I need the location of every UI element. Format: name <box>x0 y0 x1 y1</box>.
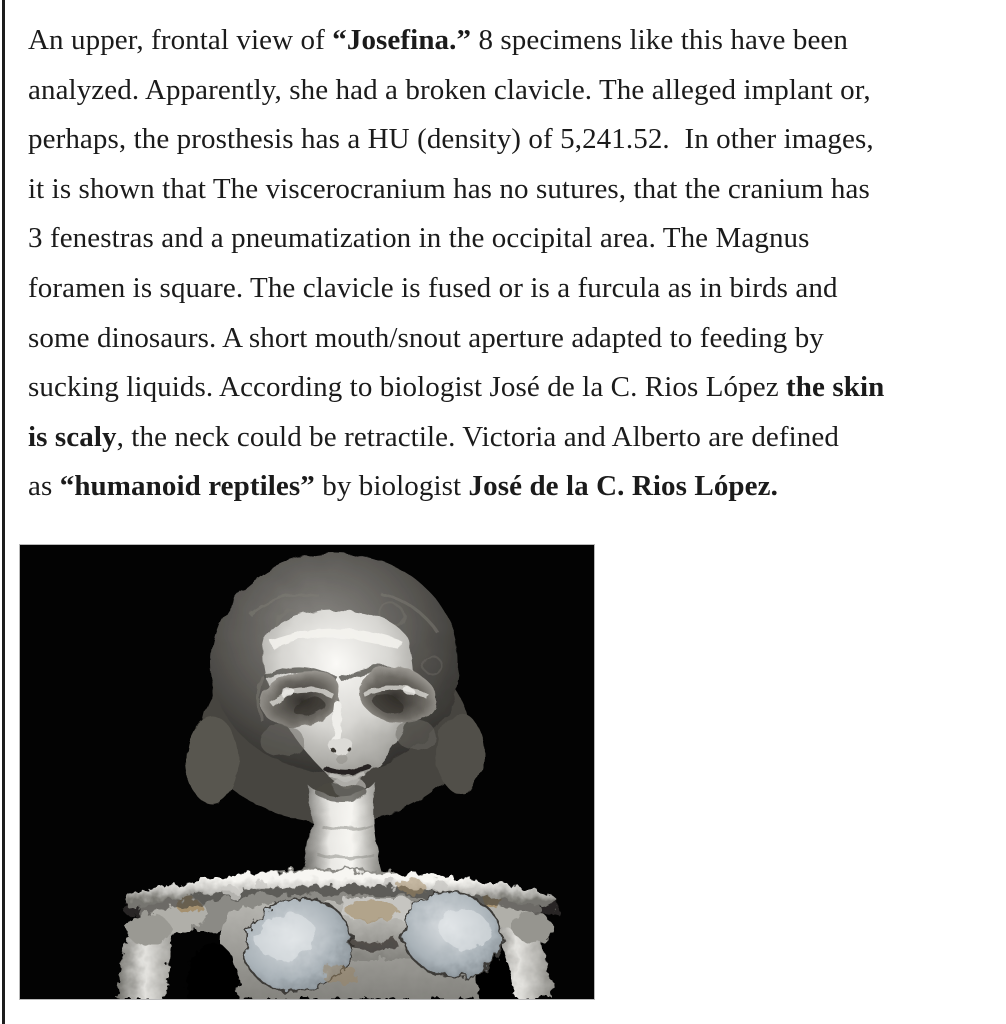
text-segment: An upper, frontal view of <box>28 24 333 56</box>
ct-neck <box>300 783 386 883</box>
text-segment: , the neck could be retractile. Victoria and Alberto are defined <box>116 420 839 453</box>
bold-text-segment: “Josefina.” <box>332 24 472 56</box>
paragraph-line <box>28 16 1004 66</box>
text-segment: some dinosaurs. A short mouth/snout aperture adapted to feeding by <box>28 321 824 354</box>
text-segment: analyzed. Apparently, she had a broken clavicle. The alleged implant or, <box>28 73 871 106</box>
text-segment: 3 fenestras and a pneumatization in the occipital area. The Magnus <box>28 222 810 255</box>
paragraph-line <box>28 413 1004 463</box>
bold-text-segment: “humanoid reptiles” <box>59 470 315 503</box>
ct-scan-figure <box>19 544 595 1000</box>
paragraph-line <box>28 115 1004 165</box>
text-segment: perhaps, the prosthesis has a HU (density) of 5,241.52. In other images, <box>28 123 874 156</box>
paragraph-line <box>28 264 1004 314</box>
text-segment: by biologist <box>314 470 469 503</box>
text-segment: foramen is square. The clavicle is fused or is a furcula as in birds and <box>28 271 838 304</box>
bold-text-segment: José de la C. Rios López. <box>468 470 778 503</box>
left-border-rule <box>2 0 5 1024</box>
bold-text-segment: the skin <box>786 371 885 404</box>
paragraph-line <box>28 165 1004 215</box>
paragraph-line <box>28 363 1004 413</box>
text-segment: it is shown that The viscerocranium has no sutures, that the cranium has <box>28 172 870 205</box>
article-text <box>28 16 1004 512</box>
text-segment: 8 specimens like this have been <box>471 24 848 56</box>
paragraph-line <box>28 214 1004 264</box>
paragraph-line <box>28 66 1004 116</box>
text-segment: sucking liquids. According to biologist José de la C. Rios López <box>28 371 787 404</box>
paragraph-line <box>28 462 1004 512</box>
bold-text-segment: is scaly <box>28 420 117 453</box>
text-segment: as <box>28 470 60 503</box>
paragraph-line <box>28 314 1004 364</box>
ct-scan-image <box>20 545 594 999</box>
